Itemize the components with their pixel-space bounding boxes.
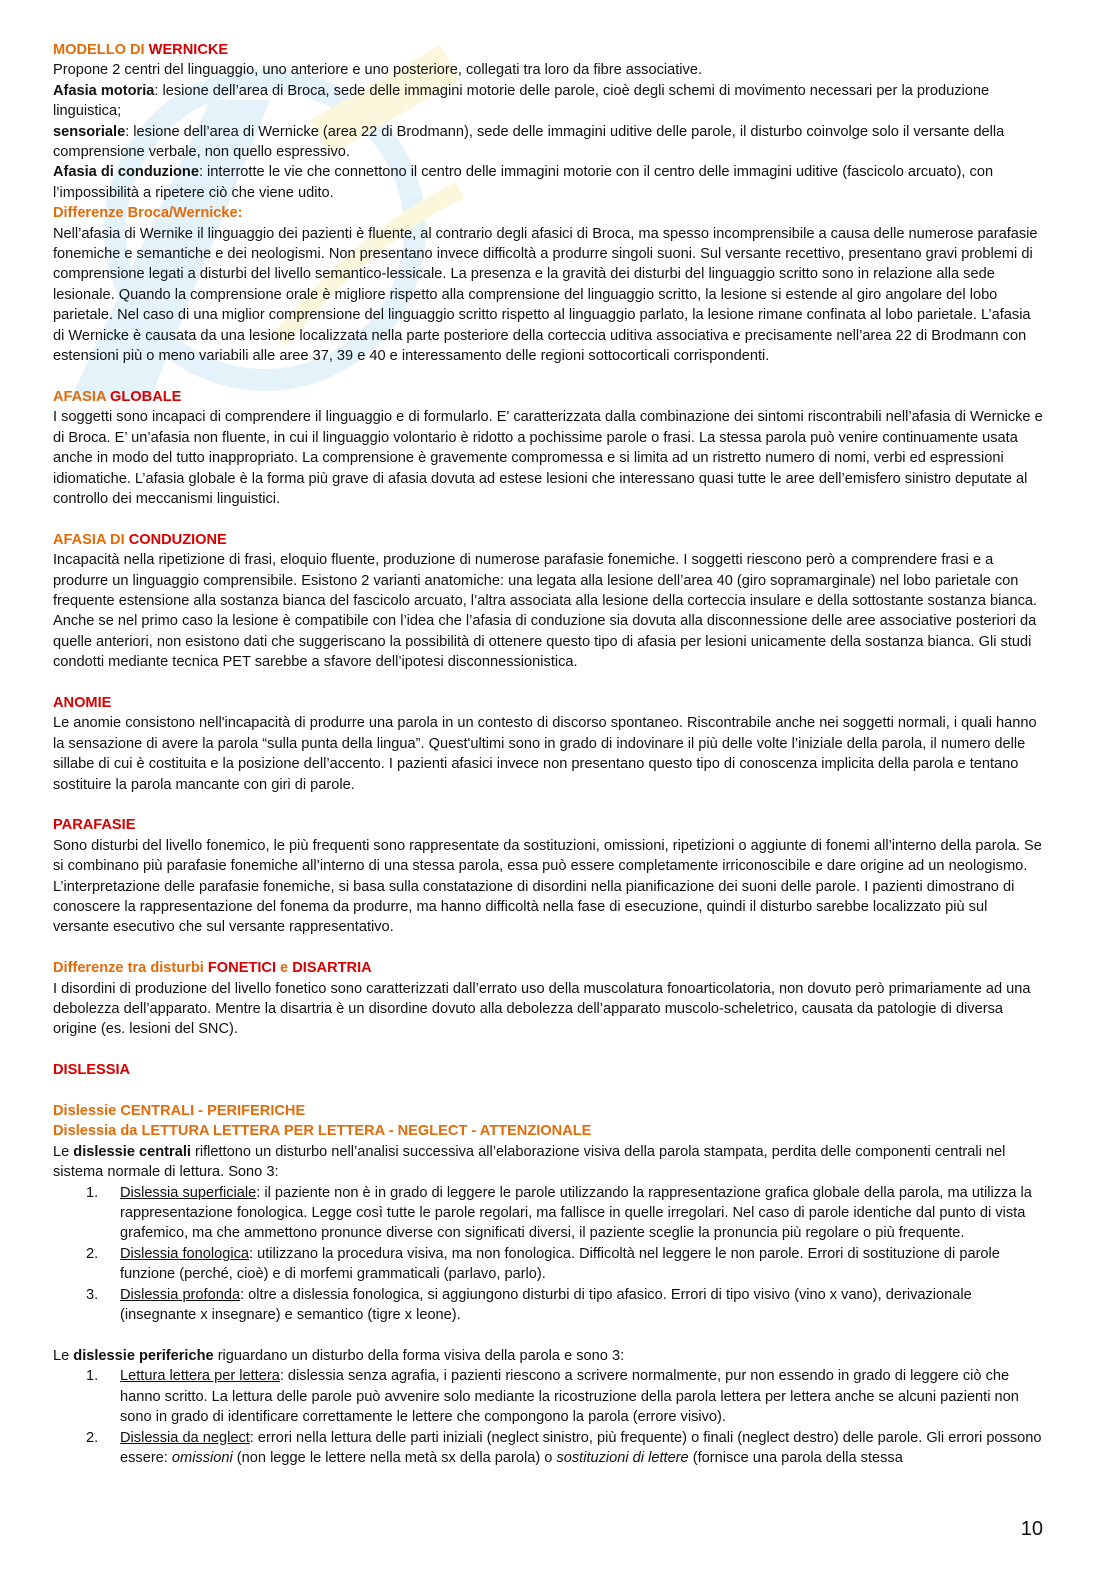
paragraph: Nell’afasia di Wernike il linguaggio dei pazienti è fluente, al contrario degli afasici di Broca, ma spesso incomprensibile a causa delle numerose parafasie fonemiche e semantiche e dei neologismi. Non presentano invece difficoltà a produrre singoli suoni. Sul versante recettivo, presentano gravi problemi di comprensione legati a disturbi del livello semantico-lessicale. La presenza e la gravità dei disturbi del linguaggio scritto sono in relazione alla sede lesionale. Quando la comprensione orale è migliore rispetto alla comprensione del linguaggio scritto, la lesione si estende al giro angolare del lobo parietale. Nel caso di una miglior comprensione del linguaggio scritto rispetto al linguaggio parlato, la lesione rimane confinata al lobo parietale. L’afasia di Wernicke è causata da una lesione localizzata nella parte posteriore della corteccia uditiva associativa e precisamente nell’area 22 di Brodmann con estensioni più o meno variabili alle aree 37, 39 e 40 e interessamento delle regioni sottocorticali corrispondenti.: [53, 225, 1038, 365]
list-item: 1. Lettura lettera per lettera: dislessia senza agrafia, i pazienti riescono a scrivere normalmente, pur non essendo in grado di leggere ciò che hanno scritto. La lettura delle parole può avvenire solo mediante la ricostruzione della parola lettera per lettera anche se alcuni pazienti non sono in grado di identificare correttamente le lettere che compongono la parola (errore visivo).: [86, 1368, 1019, 1426]
section-heading-parafasie: PARAFASIE: [53, 817, 136, 834]
paragraph: sensoriale: lesione dell’area di Wernicke (area 22 di Brodmann), sede delle immagini uditive delle parole, il disturbo coinvolge solo il versante della comprensione verbale, non quello espressivo.: [53, 123, 1005, 161]
section-heading-anomie: ANOMIE: [53, 694, 112, 711]
subheading-dislessia-lettura: Dislessia da LETTURA LETTERA PER LETTERA - NEGLECT - ATTENZIONALE: [53, 1123, 592, 1140]
paragraph: I disordini di produzione del livello fonetico sono caratterizzati dall’errato uso della muscolatura fonoarticolatoria, non dovuto però primariamente ad una debolezza dell’apparato. Mentre la disartria è un disordine dovuto alla debolezza dell’apparato muscolo-scheletrico, causata da patologie di diversa origine (es. lesioni del SNC).: [53, 980, 1031, 1038]
paragraph: Afasia di conduzione: interrotte le vie che connettono il centro delle immagini motorie con il centro delle immagini uditive (fascicolo arcuato), con l’impossibilità a ripetere ciò che viene udito.: [53, 164, 994, 201]
periferiche-list: [53, 1366, 1043, 1468]
list-item: 1. Dislessia superficiale: il paziente non è in grado di leggere le parole utilizzando la rappresentazione grafica globale della parola, ma utilizza la rappresentazione fonologica. Legge così tutte le parole regolari, ma fallisce in quelle irregolari. Nel caso di parole identiche dal punto di vista grafemico, ma che ammettono pronunce diverse con significati diversi, il paziente sceglie la pronuncia più regolare o più frequente.: [86, 1184, 1032, 1242]
list-item: 2. Dislessia fonologica: utilizzano la procedura visiva, ma non fonologica. Difficoltà nel leggere le non parole. Errori di sostituzione di parole funzione (perché, cioè) e di morfemi grammaticali (parlavo, parlo).: [86, 1245, 1000, 1283]
paragraph: Propone 2 centri del linguaggio, uno anteriore e uno posteriore, collegati tra loro da fibre associative.: [53, 62, 703, 79]
page-number: 10: [1020, 1518, 1043, 1540]
section-heading-conduzione: AFASIA DI CONDUZIONE: [53, 531, 227, 548]
list-item: 3. Dislessia profonda: oltre a dislessia fonologica, si aggiungono disturbi di tipo afasico. Errori di tipo visivo (vino x vano), derivazionale (insegnante x insegnare) e semantico (tigre x leone).: [86, 1286, 972, 1324]
section-heading-globale: AFASIA GLOBALE: [53, 388, 182, 405]
section-heading-wernicke: MODELLO DI WERNICKE: [53, 42, 229, 58]
paragraph: Le dislessie centrali riflettono un disturbo nell’analisi successiva all’elaborazione visiva della parola stampata, perdita delle componenti centrali nel sistema normale di lettura. Sono 3:: [53, 1143, 1006, 1181]
paragraph: Le anomie consistono nell'incapacità di produrre una parola in un contesto di discorso spontaneo. Riscontrabile anche nei soggetti normali, i quali hanno la sensazione di avere la parola “sulla punta della lingua”. Quest'ultimi sono in grado di indovinare il più delle volte l’iniziale della parola, il numero delle sillabe di cui è costituita e la posizione dell’accento. I pazienti afasici invece non presentano questo tipo di conoscenza implicita della parola e tentano sostituire la parola mancante con giri di parole.: [53, 715, 1037, 793]
paragraph: Sono disturbi del livello fonemico, le più frequenti sono rappresentate da sostituzioni, omissioni, ripetizioni o aggiunte di fonemi all’interno della parola. Se si combinano più parafasie fonemiche all’interno di una stessa parola, essa può essere completamente irriconoscibile e dare origine ad un neologismo. L’interpretazione delle parafasie fonemiche, si basa sulla constatazione di disordini nella pianificazione dei suoni delle parole. I pazienti dimostrano di conoscere la rappresentazione del fonema da produrre, ma hanno difficoltà nella fase di esecuzione, quindi il disturbo sarebbe localizzato più sul versante esecutivo che sul versante rappresentativo.: [53, 837, 1042, 936]
section-heading-fonetici: Differenze tra disturbi FONETICI e DISARTRIA: [53, 960, 372, 977]
paragraph: Afasia motoria: lesione dell’area di Broca, sede delle immagini motorie delle parole, cioè degli schemi di movimento necessari per la produzione linguistica;: [53, 82, 990, 120]
paragraph: Incapacità nella ripetizione di frasi, eloquio fluente, produzione di numerose parafasie fonemiche. I soggetti riescono però a comprendere frasi e a produrre un linguaggio comprensibile. Esistono 2 varianti anatomiche: una legata alla lesione dell’area 40 (giro sopramarginale) nel lobo parietale con frequente estensione alla sostanza bianca del fascicolo arcuato, l’altra associata alla lesione della corteccia insulare e della sottostante sostanza bianca. Anche se nel primo caso la lesione è compatibile con l’idea che l’afasia di conduzione sia dovuta alla disconnessione delle aree associative posteriori da quelle anteriori, non esistono dati che suggeriscano la possibilità di ottenere questo tipo di afasia per lesioni unicamente della sostanza bianca. Gli studi condotti mediante tecnica PET sarebbe a sfavore dell’ipotesi disconnessionistica.: [53, 552, 1038, 671]
subheading-dislessie: Dislessie CENTRALI - PERIFERICHE: [53, 1103, 306, 1120]
list-item: 2. Dislessia da neglect: errori nella lettura delle parti iniziali (neglect sinistro, più frequente) o finali (neglect destro) delle parole. Gli errori possono essere: omissioni (non legge le lettere nella metà sx della parola) o sostituzioni di lettere (fornisce una parola della stessa: [86, 1429, 1042, 1466]
section-heading-dislessia: DISLESSIA: [53, 1062, 131, 1079]
subheading-differenze: Differenze Broca/Wernicke:: [53, 205, 243, 222]
document-body: [53, 40, 1043, 1468]
centrali-list: [53, 1183, 1043, 1326]
paragraph: Le dislessie periferiche riguardano un disturbo della forma visiva della parola e sono 3:: [53, 1347, 625, 1364]
paragraph: I soggetti sono incapaci di comprendere il linguaggio e di formularlo. E' caratterizzata dalla combinazione dei sintomi riscontrabili nell’afasia di Wernicke e di Broca. E’ un’afasia non fluente, in cui il linguaggio volontario è ridotto a pochissime parole o frasi. La stessa parola può venire continuamente usata anche in modo del tutto inappropriato. La comprensione è gravemente compromessa e si limita ad un ristretto numero di nomi, verbi ed espressioni idiomatiche. L’afasia globale è la forma più grave di afasia dovuta ad estese lesioni che interessano quasi tutte le aree dell’emisfero sinistro deputate al controllo dei meccanismi linguistici.: [53, 409, 1043, 507]
